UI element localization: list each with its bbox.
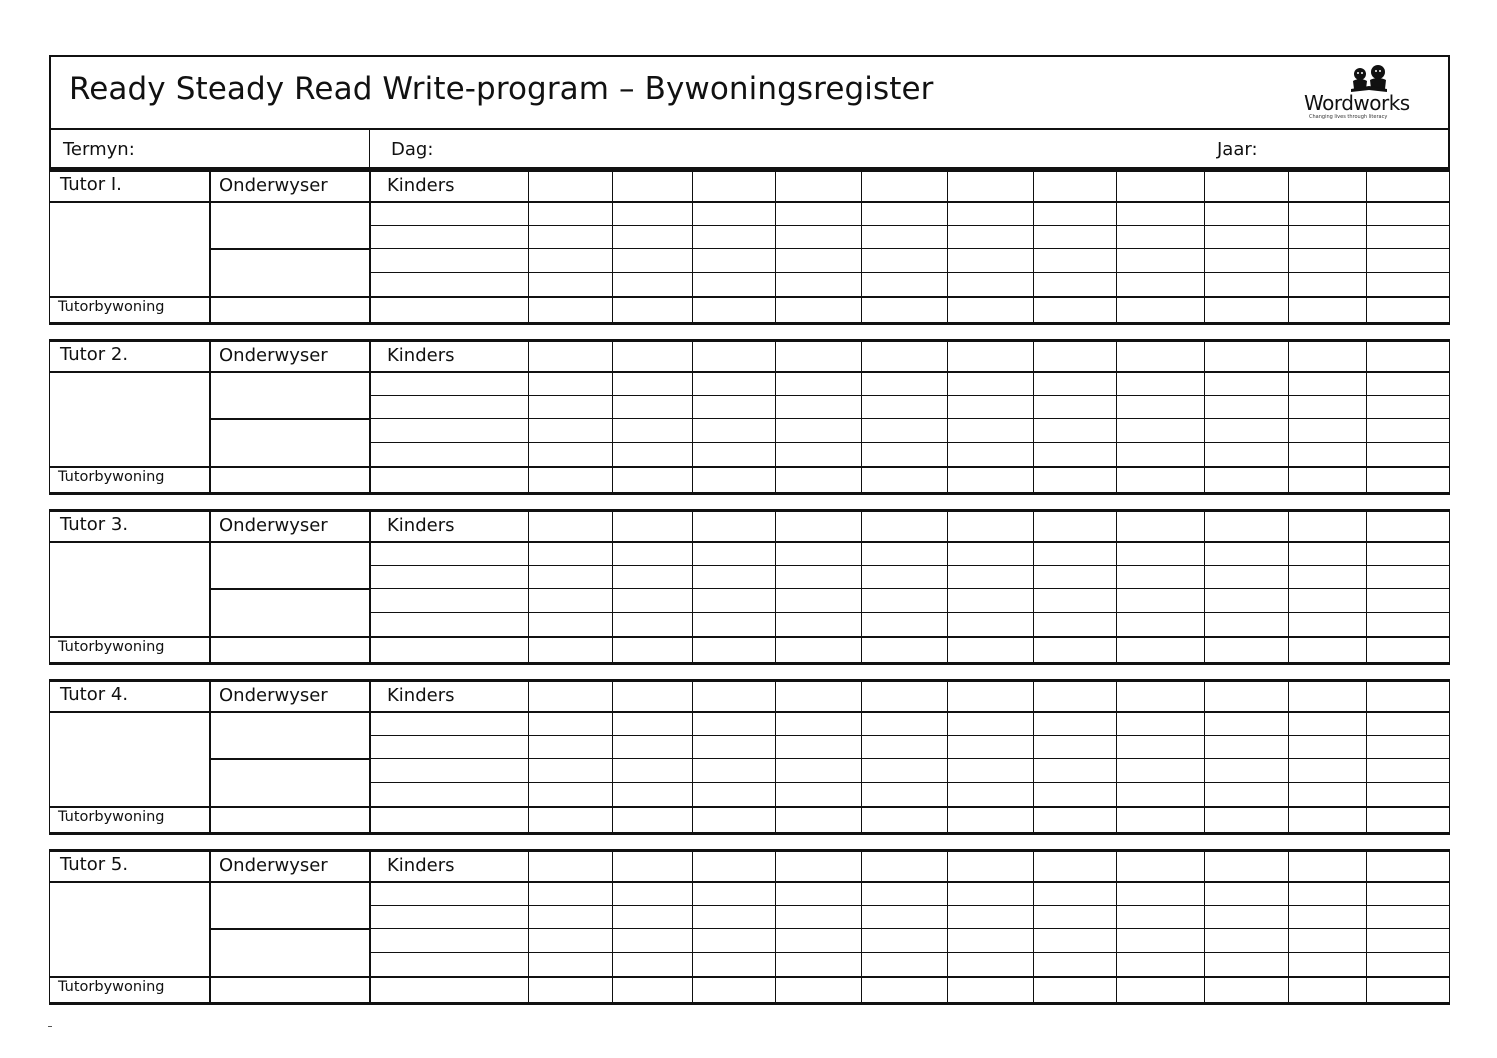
wordworks-logo <box>1303 65 1423 121</box>
session-column-rule <box>775 169 776 325</box>
tutor-block <box>49 509 1450 665</box>
session-column-rule <box>1366 339 1367 495</box>
page-mark <box>48 1026 52 1027</box>
session-column-rule <box>612 339 613 495</box>
session-column-rule <box>1366 169 1367 325</box>
teacher-cell-rule <box>209 758 369 760</box>
children-column-label: Kinders <box>387 345 455 366</box>
session-column-rule <box>1288 169 1289 325</box>
header-row-rule <box>49 371 1450 373</box>
attendance-row-rule <box>49 636 1450 638</box>
children-column-rule <box>369 849 371 1005</box>
header-row-rule <box>49 201 1450 203</box>
tutor-attendance-label: Tutorbywoning <box>58 299 165 315</box>
session-column-rule <box>528 169 529 325</box>
session-column-rule <box>1288 509 1289 665</box>
children-column-label: Kinders <box>387 855 455 876</box>
tutor-label: Tutor 2. <box>60 344 129 365</box>
session-column-rule <box>528 339 529 495</box>
attendance-row-rule <box>49 976 1450 978</box>
page-title: Ready Steady Read Write-program – Bywoningsregister <box>69 71 934 107</box>
logo-name: Wordworks <box>1304 91 1410 115</box>
session-column-rule <box>947 849 948 1005</box>
year-field-label: Jaar: <box>1217 139 1258 160</box>
session-column-rule <box>1116 849 1117 1005</box>
attendance-row-rule <box>49 806 1450 808</box>
teacher-column-rule <box>209 509 211 665</box>
logo-tagline: Changing lives through literacy <box>1309 114 1388 120</box>
session-column-rule <box>947 509 948 665</box>
teacher-column-rule <box>209 679 211 835</box>
children-column-rule <box>369 339 371 495</box>
session-column-rule <box>775 849 776 1005</box>
teacher-column-label: Onderwyser <box>219 345 328 366</box>
teacher-column-label: Onderwyser <box>219 685 328 706</box>
session-column-rule <box>1204 339 1205 495</box>
tutor-attendance-label: Tutorbywoning <box>58 809 165 825</box>
teacher-cell-rule <box>209 418 369 420</box>
session-column-rule <box>692 509 693 665</box>
session-column-rule <box>775 509 776 665</box>
session-column-rule <box>1366 679 1367 835</box>
tutor-label: Tutor 4. <box>60 684 129 705</box>
teacher-column-rule <box>209 339 211 495</box>
attendance-row-rule <box>49 466 1450 468</box>
tutor-label: Tutor 3. <box>60 514 129 535</box>
header-column-divider <box>369 130 370 167</box>
session-column-rule <box>1033 339 1034 495</box>
session-column-rule <box>528 849 529 1005</box>
session-column-rule <box>1033 849 1034 1005</box>
session-column-rule <box>692 169 693 325</box>
children-column-label: Kinders <box>387 175 455 196</box>
session-column-rule <box>947 339 948 495</box>
tutor-block <box>49 339 1450 495</box>
day-field-label: Dag: <box>391 139 434 160</box>
session-column-rule <box>1116 509 1117 665</box>
teacher-column-label: Onderwyser <box>219 515 328 536</box>
children-column-rule <box>369 509 371 665</box>
tutor-attendance-label: Tutorbywoning <box>58 639 165 655</box>
session-column-rule <box>612 849 613 1005</box>
session-column-rule <box>692 849 693 1005</box>
attendance-row-rule <box>49 296 1450 298</box>
header-row-rule <box>49 881 1450 883</box>
children-column-rule <box>369 169 371 325</box>
session-column-rule <box>612 509 613 665</box>
session-column-rule <box>861 849 862 1005</box>
session-column-rule <box>528 679 529 835</box>
term-field-label: Termyn: <box>63 139 135 160</box>
session-column-rule <box>528 509 529 665</box>
session-column-rule <box>1116 679 1117 835</box>
teacher-column-label: Onderwyser <box>219 175 328 196</box>
teacher-cell-rule <box>209 928 369 930</box>
tutor-attendance-label: Tutorbywoning <box>58 979 165 995</box>
tutor-block <box>49 679 1450 835</box>
session-column-rule <box>1288 849 1289 1005</box>
session-column-rule <box>1288 679 1289 835</box>
session-column-rule <box>692 679 693 835</box>
session-column-rule <box>1366 849 1367 1005</box>
children-column-rule <box>369 679 371 835</box>
teacher-column-label: Onderwyser <box>219 855 328 876</box>
session-column-rule <box>1366 509 1367 665</box>
tutor-attendance-label: Tutorbywoning <box>58 469 165 485</box>
teacher-column-rule <box>209 169 211 325</box>
children-column-label: Kinders <box>387 515 455 536</box>
session-column-rule <box>947 679 948 835</box>
session-column-rule <box>1204 679 1205 835</box>
session-column-rule <box>1033 509 1034 665</box>
session-column-rule <box>861 509 862 665</box>
teacher-column-rule <box>209 849 211 1005</box>
register-header <box>49 55 1450 169</box>
session-column-rule <box>775 679 776 835</box>
children-column-label: Kinders <box>387 685 455 706</box>
teacher-cell-rule <box>209 248 369 250</box>
header-row-rule <box>49 541 1450 543</box>
session-column-rule <box>861 169 862 325</box>
header-row-rule <box>49 711 1450 713</box>
tutor-label: Tutor I. <box>60 174 122 195</box>
teacher-cell-rule <box>209 588 369 590</box>
session-column-rule <box>1288 339 1289 495</box>
session-column-rule <box>692 339 693 495</box>
session-column-rule <box>1033 169 1034 325</box>
session-column-rule <box>1204 509 1205 665</box>
session-column-rule <box>947 169 948 325</box>
session-column-rule <box>1033 679 1034 835</box>
tutor-block <box>49 849 1450 1005</box>
session-column-rule <box>612 679 613 835</box>
header-divider <box>51 128 1448 130</box>
tutor-label: Tutor 5. <box>60 854 129 875</box>
session-column-rule <box>775 339 776 495</box>
session-column-rule <box>861 679 862 835</box>
session-column-rule <box>1204 849 1205 1005</box>
session-column-rule <box>612 169 613 325</box>
session-column-rule <box>861 339 862 495</box>
session-column-rule <box>1204 169 1205 325</box>
tutor-block <box>49 169 1450 325</box>
session-column-rule <box>1116 339 1117 495</box>
session-column-rule <box>1116 169 1117 325</box>
